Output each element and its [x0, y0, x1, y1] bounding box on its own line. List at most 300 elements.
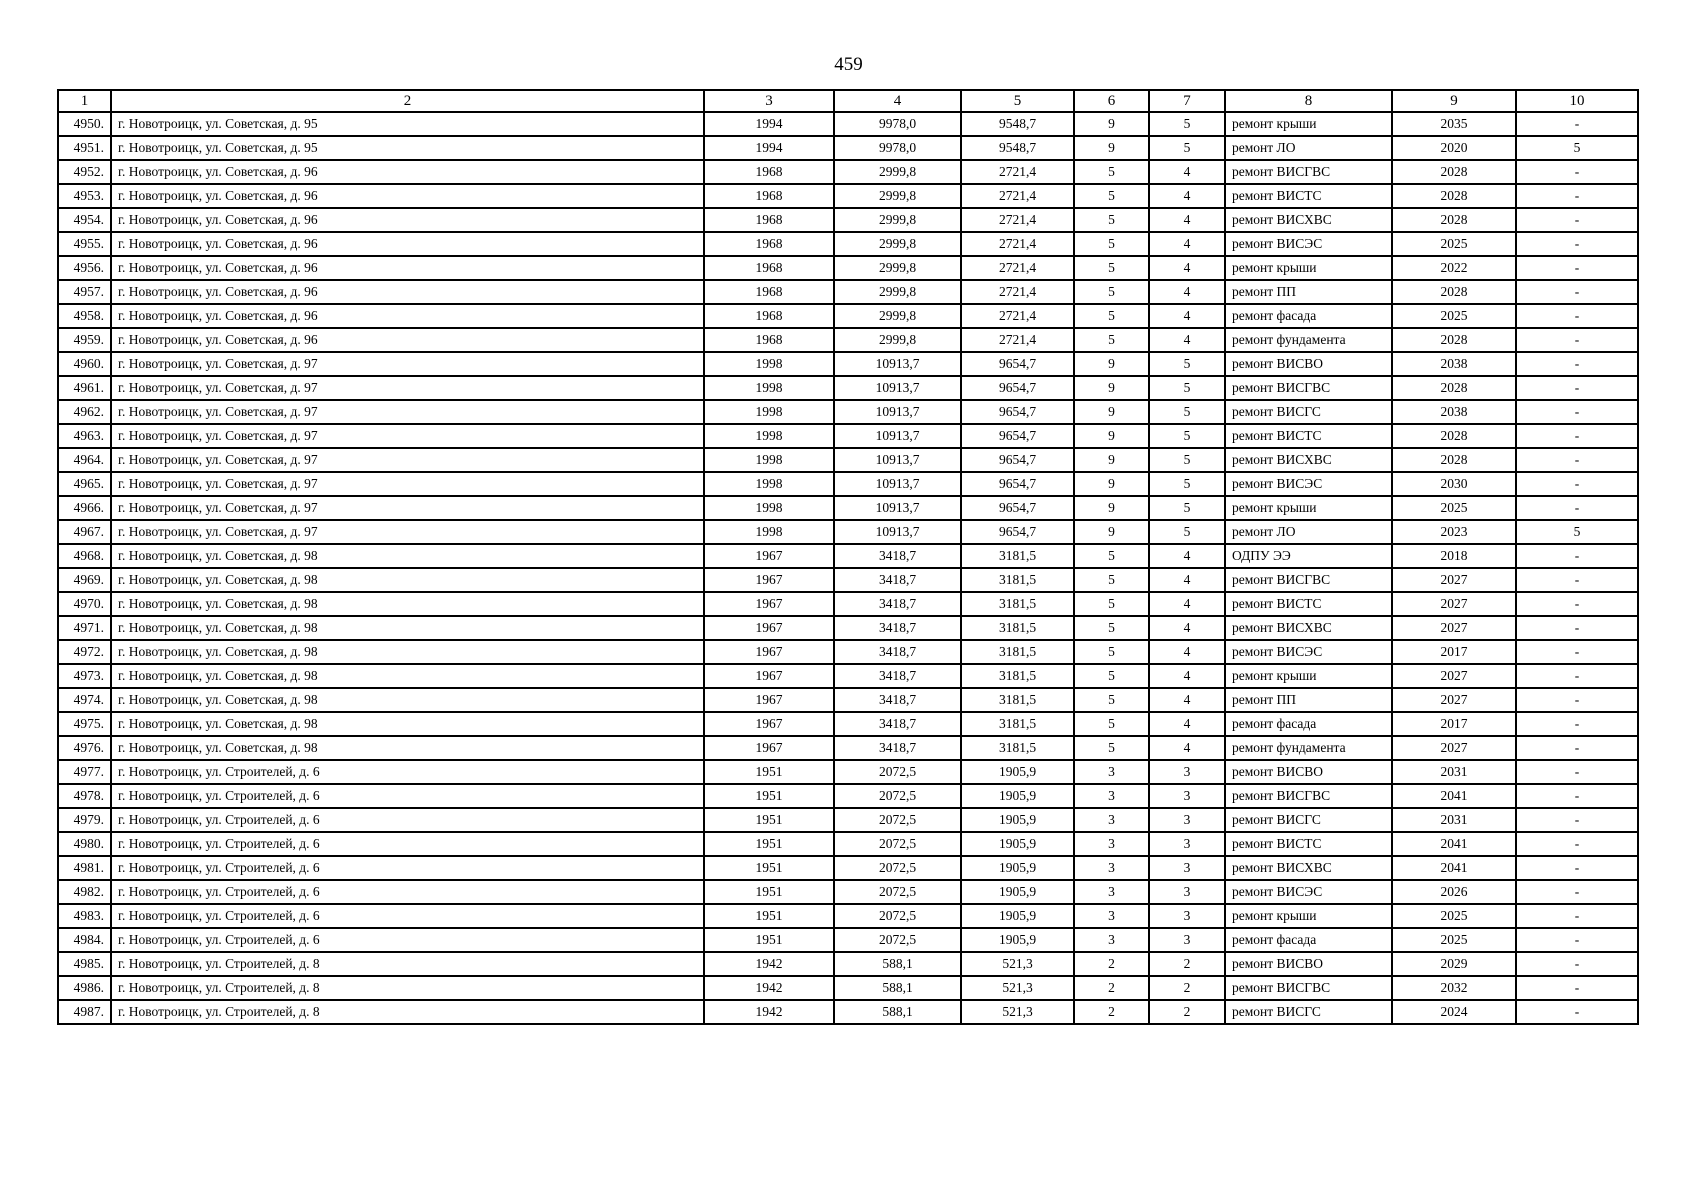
year-planned-cell: 2025 — [1392, 904, 1516, 928]
address-cell: г. Новотроицк, ул. Советская, д. 96 — [111, 232, 704, 256]
year-planned-cell: 2028 — [1392, 376, 1516, 400]
table-row — [58, 904, 1638, 928]
work-type-cell: ремонт ВИСХВС — [1225, 856, 1392, 880]
column-header-6: 6 — [1074, 90, 1149, 112]
living-area-cell: 521,3 — [961, 952, 1074, 976]
year-planned-cell: 2020 — [1392, 136, 1516, 160]
address-cell: г. Новотроицк, ул. Советская, д. 97 — [111, 448, 704, 472]
living-area-cell: 2721,4 — [961, 328, 1074, 352]
column-header-2: 2 — [111, 90, 704, 112]
address-cell: г. Новотроицк, ул. Строителей, д. 6 — [111, 760, 704, 784]
work-type-cell: ремонт фасада — [1225, 712, 1392, 736]
row-number-cell: 4974. — [58, 688, 111, 712]
year-built-cell: 1968 — [704, 280, 834, 304]
year-planned-cell: 2027 — [1392, 592, 1516, 616]
entrances-cell: 5 — [1149, 400, 1225, 424]
table-row — [58, 928, 1638, 952]
address-cell: г. Новотроицк, ул. Строителей, д. 8 — [111, 1000, 704, 1024]
year-planned-cell: 2026 — [1392, 880, 1516, 904]
total-area-cell: 3418,7 — [834, 544, 961, 568]
year-planned-cell: 2027 — [1392, 568, 1516, 592]
work-type-cell: ремонт крыши — [1225, 904, 1392, 928]
year-planned-cell: 2025 — [1392, 304, 1516, 328]
floors-cell: 3 — [1074, 832, 1149, 856]
year-built-cell: 1967 — [704, 688, 834, 712]
year-planned-cell: 2030 — [1392, 472, 1516, 496]
address-cell: г. Новотроицк, ул. Строителей, д. 6 — [111, 928, 704, 952]
col-10-value-cell: - — [1516, 928, 1638, 952]
total-area-cell: 3418,7 — [834, 664, 961, 688]
living-area-cell: 521,3 — [961, 1000, 1074, 1024]
table-row — [58, 136, 1638, 160]
col-10-value-cell: - — [1516, 616, 1638, 640]
address-cell: г. Новотроицк, ул. Строителей, д. 8 — [111, 952, 704, 976]
work-type-cell: ремонт ВИСХВС — [1225, 208, 1392, 232]
year-built-cell: 1998 — [704, 520, 834, 544]
floors-cell: 3 — [1074, 928, 1149, 952]
col-10-value-cell: 5 — [1516, 520, 1638, 544]
year-built-cell: 1967 — [704, 712, 834, 736]
total-area-cell: 2999,8 — [834, 160, 961, 184]
year-built-cell: 1967 — [704, 664, 834, 688]
total-area-cell: 2072,5 — [834, 880, 961, 904]
floors-cell: 9 — [1074, 448, 1149, 472]
address-cell: г. Новотроицк, ул. Советская, д. 97 — [111, 496, 704, 520]
total-area-cell: 2072,5 — [834, 784, 961, 808]
row-number-cell: 4987. — [58, 1000, 111, 1024]
living-area-cell: 3181,5 — [961, 712, 1074, 736]
year-planned-cell: 2028 — [1392, 184, 1516, 208]
row-number-cell: 4982. — [58, 880, 111, 904]
page-number: 459 — [834, 54, 863, 75]
table-row — [58, 688, 1638, 712]
entrances-cell: 3 — [1149, 928, 1225, 952]
col-10-value-cell: - — [1516, 712, 1638, 736]
work-type-cell: ремонт ВИСХВС — [1225, 448, 1392, 472]
address-cell: г. Новотроицк, ул. Советская, д. 97 — [111, 472, 704, 496]
living-area-cell: 9548,7 — [961, 136, 1074, 160]
year-built-cell: 1998 — [704, 376, 834, 400]
floors-cell: 9 — [1074, 352, 1149, 376]
address-cell: г. Новотроицк, ул. Советская, д. 98 — [111, 568, 704, 592]
row-number-cell: 4961. — [58, 376, 111, 400]
work-type-cell: ремонт ВИСГВС — [1225, 976, 1392, 1000]
floors-cell: 5 — [1074, 328, 1149, 352]
floors-cell: 9 — [1074, 112, 1149, 136]
address-cell: г. Новотроицк, ул. Советская, д. 98 — [111, 616, 704, 640]
year-planned-cell: 2025 — [1392, 232, 1516, 256]
entrances-cell: 5 — [1149, 448, 1225, 472]
entrances-cell: 4 — [1149, 712, 1225, 736]
table-row — [58, 112, 1638, 136]
year-planned-cell: 2028 — [1392, 208, 1516, 232]
total-area-cell: 9978,0 — [834, 136, 961, 160]
entrances-cell: 2 — [1149, 1000, 1225, 1024]
table-row — [58, 664, 1638, 688]
total-area-cell: 588,1 — [834, 952, 961, 976]
floors-cell: 3 — [1074, 760, 1149, 784]
address-cell: г. Новотроицк, ул. Советская, д. 97 — [111, 352, 704, 376]
work-type-cell: ремонт ПП — [1225, 688, 1392, 712]
total-area-cell: 588,1 — [834, 976, 961, 1000]
row-number-cell: 4965. — [58, 472, 111, 496]
year-planned-cell: 2038 — [1392, 352, 1516, 376]
work-type-cell: ремонт фундамента — [1225, 328, 1392, 352]
living-area-cell: 1905,9 — [961, 904, 1074, 928]
address-cell: г. Новотроицк, ул. Советская, д. 97 — [111, 400, 704, 424]
living-area-cell: 2721,4 — [961, 256, 1074, 280]
living-area-cell: 2721,4 — [961, 280, 1074, 304]
table-row — [58, 184, 1638, 208]
work-type-cell: ремонт ВИСГС — [1225, 1000, 1392, 1024]
floors-cell: 9 — [1074, 472, 1149, 496]
address-cell: г. Новотроицк, ул. Строителей, д. 6 — [111, 880, 704, 904]
table-row — [58, 784, 1638, 808]
floors-cell: 5 — [1074, 232, 1149, 256]
address-cell: г. Новотроицк, ул. Строителей, д. 6 — [111, 856, 704, 880]
year-planned-cell: 2025 — [1392, 928, 1516, 952]
entrances-cell: 5 — [1149, 376, 1225, 400]
work-type-cell: ремонт ВИСЭС — [1225, 880, 1392, 904]
total-area-cell: 2999,8 — [834, 184, 961, 208]
year-built-cell: 1968 — [704, 328, 834, 352]
registry-table — [57, 89, 1639, 1025]
floors-cell: 9 — [1074, 376, 1149, 400]
floors-cell: 5 — [1074, 208, 1149, 232]
table-row — [58, 328, 1638, 352]
living-area-cell: 3181,5 — [961, 616, 1074, 640]
entrances-cell: 3 — [1149, 832, 1225, 856]
col-10-value-cell: - — [1516, 952, 1638, 976]
col-10-value-cell: - — [1516, 736, 1638, 760]
living-area-cell: 1905,9 — [961, 880, 1074, 904]
work-type-cell: ремонт ВИСВО — [1225, 760, 1392, 784]
column-header-3: 3 — [704, 90, 834, 112]
year-planned-cell: 2022 — [1392, 256, 1516, 280]
address-cell: г. Новотроицк, ул. Строителей, д. 8 — [111, 976, 704, 1000]
col-10-value-cell: - — [1516, 832, 1638, 856]
floors-cell: 2 — [1074, 952, 1149, 976]
year-built-cell: 1951 — [704, 880, 834, 904]
year-planned-cell: 2027 — [1392, 688, 1516, 712]
year-built-cell: 1942 — [704, 1000, 834, 1024]
work-type-cell: ремонт ВИСТС — [1225, 592, 1392, 616]
work-type-cell: ремонт фундамента — [1225, 736, 1392, 760]
total-area-cell: 10913,7 — [834, 376, 961, 400]
table-row — [58, 568, 1638, 592]
entrances-cell: 4 — [1149, 736, 1225, 760]
floors-cell: 5 — [1074, 640, 1149, 664]
entrances-cell: 4 — [1149, 640, 1225, 664]
address-cell: г. Новотроицк, ул. Советская, д. 98 — [111, 664, 704, 688]
floors-cell: 5 — [1074, 184, 1149, 208]
col-10-value-cell: - — [1516, 880, 1638, 904]
year-planned-cell: 2038 — [1392, 400, 1516, 424]
column-header-7: 7 — [1149, 90, 1225, 112]
total-area-cell: 10913,7 — [834, 424, 961, 448]
table-row — [58, 856, 1638, 880]
row-number-cell: 4953. — [58, 184, 111, 208]
col-10-value-cell: - — [1516, 544, 1638, 568]
year-built-cell: 1968 — [704, 208, 834, 232]
address-cell: г. Новотроицк, ул. Строителей, д. 6 — [111, 784, 704, 808]
entrances-cell: 2 — [1149, 952, 1225, 976]
total-area-cell: 2072,5 — [834, 808, 961, 832]
table-row — [58, 880, 1638, 904]
living-area-cell: 2721,4 — [961, 304, 1074, 328]
year-built-cell: 1951 — [704, 928, 834, 952]
living-area-cell: 2721,4 — [961, 208, 1074, 232]
row-number-cell: 4985. — [58, 952, 111, 976]
row-number-cell: 4959. — [58, 328, 111, 352]
total-area-cell: 10913,7 — [834, 400, 961, 424]
living-area-cell: 9654,7 — [961, 496, 1074, 520]
entrances-cell: 5 — [1149, 352, 1225, 376]
floors-cell: 5 — [1074, 280, 1149, 304]
address-cell: г. Новотроицк, ул. Советская, д. 96 — [111, 184, 704, 208]
total-area-cell: 9978,0 — [834, 112, 961, 136]
living-area-cell: 9654,7 — [961, 520, 1074, 544]
col-10-value-cell: - — [1516, 184, 1638, 208]
column-header-1: 1 — [58, 90, 111, 112]
entrances-cell: 4 — [1149, 256, 1225, 280]
col-10-value-cell: - — [1516, 640, 1638, 664]
col-10-value-cell: - — [1516, 112, 1638, 136]
table-body — [58, 112, 1638, 1024]
year-planned-cell: 2018 — [1392, 544, 1516, 568]
work-type-cell: ремонт ВИСГС — [1225, 808, 1392, 832]
table-row — [58, 712, 1638, 736]
year-built-cell: 1998 — [704, 448, 834, 472]
living-area-cell: 1905,9 — [961, 808, 1074, 832]
col-10-value-cell: - — [1516, 424, 1638, 448]
row-number-cell: 4972. — [58, 640, 111, 664]
address-cell: г. Новотроицк, ул. Советская, д. 97 — [111, 424, 704, 448]
row-number-cell: 4969. — [58, 568, 111, 592]
header-row — [58, 90, 1638, 112]
table-row — [58, 280, 1638, 304]
entrances-cell: 3 — [1149, 760, 1225, 784]
address-cell: г. Новотроицк, ул. Советская, д. 96 — [111, 280, 704, 304]
table-row — [58, 976, 1638, 1000]
floors-cell: 3 — [1074, 904, 1149, 928]
year-built-cell: 1967 — [704, 544, 834, 568]
entrances-cell: 2 — [1149, 976, 1225, 1000]
living-area-cell: 3181,5 — [961, 544, 1074, 568]
address-cell: г. Новотроицк, ул. Советская, д. 98 — [111, 712, 704, 736]
year-planned-cell: 2029 — [1392, 952, 1516, 976]
floors-cell: 9 — [1074, 424, 1149, 448]
row-number-cell: 4976. — [58, 736, 111, 760]
year-planned-cell: 2027 — [1392, 664, 1516, 688]
table-row — [58, 592, 1638, 616]
floors-cell: 9 — [1074, 496, 1149, 520]
floors-cell: 5 — [1074, 592, 1149, 616]
floors-cell: 9 — [1074, 136, 1149, 160]
year-planned-cell: 2028 — [1392, 448, 1516, 472]
address-cell: г. Новотроицк, ул. Советская, д. 95 — [111, 112, 704, 136]
year-planned-cell: 2025 — [1392, 496, 1516, 520]
work-type-cell: ремонт ВИСГВС — [1225, 376, 1392, 400]
table-row — [58, 544, 1638, 568]
living-area-cell: 2721,4 — [961, 160, 1074, 184]
entrances-cell: 5 — [1149, 472, 1225, 496]
table-row — [58, 352, 1638, 376]
row-number-cell: 4958. — [58, 304, 111, 328]
address-cell: г. Новотроицк, ул. Советская, д. 97 — [111, 376, 704, 400]
year-built-cell: 1968 — [704, 232, 834, 256]
table-row — [58, 256, 1638, 280]
floors-cell: 5 — [1074, 712, 1149, 736]
year-built-cell: 1951 — [704, 832, 834, 856]
year-planned-cell: 2024 — [1392, 1000, 1516, 1024]
living-area-cell: 3181,5 — [961, 688, 1074, 712]
col-10-value-cell: - — [1516, 304, 1638, 328]
total-area-cell: 3418,7 — [834, 736, 961, 760]
year-planned-cell: 2032 — [1392, 976, 1516, 1000]
table-row — [58, 232, 1638, 256]
table-row — [58, 808, 1638, 832]
address-cell: г. Новотроицк, ул. Строителей, д. 6 — [111, 904, 704, 928]
living-area-cell: 1905,9 — [961, 784, 1074, 808]
floors-cell: 5 — [1074, 736, 1149, 760]
work-type-cell: ремонт ПП — [1225, 280, 1392, 304]
table-row — [58, 832, 1638, 856]
year-built-cell: 1967 — [704, 640, 834, 664]
year-planned-cell: 2028 — [1392, 160, 1516, 184]
work-type-cell: ремонт ВИСЭС — [1225, 640, 1392, 664]
col-10-value-cell: - — [1516, 784, 1638, 808]
col-10-value-cell: - — [1516, 904, 1638, 928]
address-cell: г. Новотроицк, ул. Советская, д. 98 — [111, 592, 704, 616]
table-row — [58, 448, 1638, 472]
living-area-cell: 2721,4 — [961, 232, 1074, 256]
address-cell: г. Новотроицк, ул. Строителей, д. 6 — [111, 832, 704, 856]
row-number-cell: 4968. — [58, 544, 111, 568]
total-area-cell: 10913,7 — [834, 352, 961, 376]
floors-cell: 5 — [1074, 304, 1149, 328]
work-type-cell: ремонт фасада — [1225, 928, 1392, 952]
floors-cell: 5 — [1074, 688, 1149, 712]
year-planned-cell: 2031 — [1392, 760, 1516, 784]
entrances-cell: 3 — [1149, 880, 1225, 904]
col-10-value-cell: - — [1516, 856, 1638, 880]
floors-cell: 5 — [1074, 568, 1149, 592]
address-cell: г. Новотроицк, ул. Советская, д. 97 — [111, 520, 704, 544]
floors-cell: 2 — [1074, 976, 1149, 1000]
work-type-cell: ремонт ВИСГВС — [1225, 568, 1392, 592]
col-10-value-cell: - — [1516, 976, 1638, 1000]
row-number-cell: 4980. — [58, 832, 111, 856]
row-number-cell: 4966. — [58, 496, 111, 520]
work-type-cell: ОДПУ ЭЭ — [1225, 544, 1392, 568]
living-area-cell: 9654,7 — [961, 424, 1074, 448]
floors-cell: 3 — [1074, 784, 1149, 808]
table-row — [58, 424, 1638, 448]
entrances-cell: 4 — [1149, 688, 1225, 712]
entrances-cell: 5 — [1149, 424, 1225, 448]
col-10-value-cell: 5 — [1516, 136, 1638, 160]
entrances-cell: 4 — [1149, 232, 1225, 256]
living-area-cell: 9654,7 — [961, 448, 1074, 472]
row-number-cell: 4977. — [58, 760, 111, 784]
entrances-cell: 5 — [1149, 520, 1225, 544]
year-built-cell: 1968 — [704, 160, 834, 184]
col-10-value-cell: - — [1516, 688, 1638, 712]
entrances-cell: 5 — [1149, 136, 1225, 160]
col-10-value-cell: - — [1516, 592, 1638, 616]
total-area-cell: 2072,5 — [834, 856, 961, 880]
floors-cell: 5 — [1074, 664, 1149, 688]
year-built-cell: 1968 — [704, 184, 834, 208]
row-number-cell: 4973. — [58, 664, 111, 688]
table-row — [58, 304, 1638, 328]
year-planned-cell: 2041 — [1392, 856, 1516, 880]
year-built-cell: 1967 — [704, 568, 834, 592]
living-area-cell: 9654,7 — [961, 352, 1074, 376]
year-built-cell: 1942 — [704, 952, 834, 976]
entrances-cell: 4 — [1149, 592, 1225, 616]
address-cell: г. Новотроицк, ул. Советская, д. 98 — [111, 544, 704, 568]
floors-cell: 9 — [1074, 520, 1149, 544]
table-row — [58, 472, 1638, 496]
total-area-cell: 3418,7 — [834, 712, 961, 736]
work-type-cell: ремонт крыши — [1225, 664, 1392, 688]
living-area-cell: 3181,5 — [961, 736, 1074, 760]
year-planned-cell: 2017 — [1392, 712, 1516, 736]
year-built-cell: 1951 — [704, 856, 834, 880]
floors-cell: 5 — [1074, 256, 1149, 280]
entrances-cell: 3 — [1149, 856, 1225, 880]
total-area-cell: 3418,7 — [834, 688, 961, 712]
year-planned-cell: 2041 — [1392, 832, 1516, 856]
entrances-cell: 5 — [1149, 112, 1225, 136]
floors-cell: 5 — [1074, 544, 1149, 568]
row-number-cell: 4957. — [58, 280, 111, 304]
row-number-cell: 4983. — [58, 904, 111, 928]
year-built-cell: 1998 — [704, 352, 834, 376]
address-cell: г. Новотроицк, ул. Советская, д. 96 — [111, 160, 704, 184]
address-cell: г. Новотроицк, ул. Советская, д. 98 — [111, 640, 704, 664]
total-area-cell: 2072,5 — [834, 832, 961, 856]
entrances-cell: 4 — [1149, 160, 1225, 184]
total-area-cell: 3418,7 — [834, 568, 961, 592]
work-type-cell: ремонт крыши — [1225, 496, 1392, 520]
year-built-cell: 1951 — [704, 808, 834, 832]
total-area-cell: 2999,8 — [834, 304, 961, 328]
total-area-cell: 10913,7 — [834, 520, 961, 544]
row-number-cell: 4979. — [58, 808, 111, 832]
column-header-9: 9 — [1392, 90, 1516, 112]
year-planned-cell: 2041 — [1392, 784, 1516, 808]
living-area-cell: 2721,4 — [961, 184, 1074, 208]
table-row — [58, 736, 1638, 760]
col-10-value-cell: - — [1516, 1000, 1638, 1024]
work-type-cell: ремонт ВИСЭС — [1225, 232, 1392, 256]
work-type-cell: ремонт ЛО — [1225, 136, 1392, 160]
work-type-cell: ремонт ВИСЭС — [1225, 472, 1392, 496]
row-number-cell: 4960. — [58, 352, 111, 376]
work-type-cell: ремонт ВИСВО — [1225, 952, 1392, 976]
col-10-value-cell: - — [1516, 256, 1638, 280]
living-area-cell: 1905,9 — [961, 856, 1074, 880]
work-type-cell: ремонт ВИСХВС — [1225, 616, 1392, 640]
col-10-value-cell: - — [1516, 400, 1638, 424]
row-number-cell: 4954. — [58, 208, 111, 232]
table-row — [58, 616, 1638, 640]
total-area-cell: 10913,7 — [834, 448, 961, 472]
address-cell: г. Новотроицк, ул. Советская, д. 98 — [111, 688, 704, 712]
